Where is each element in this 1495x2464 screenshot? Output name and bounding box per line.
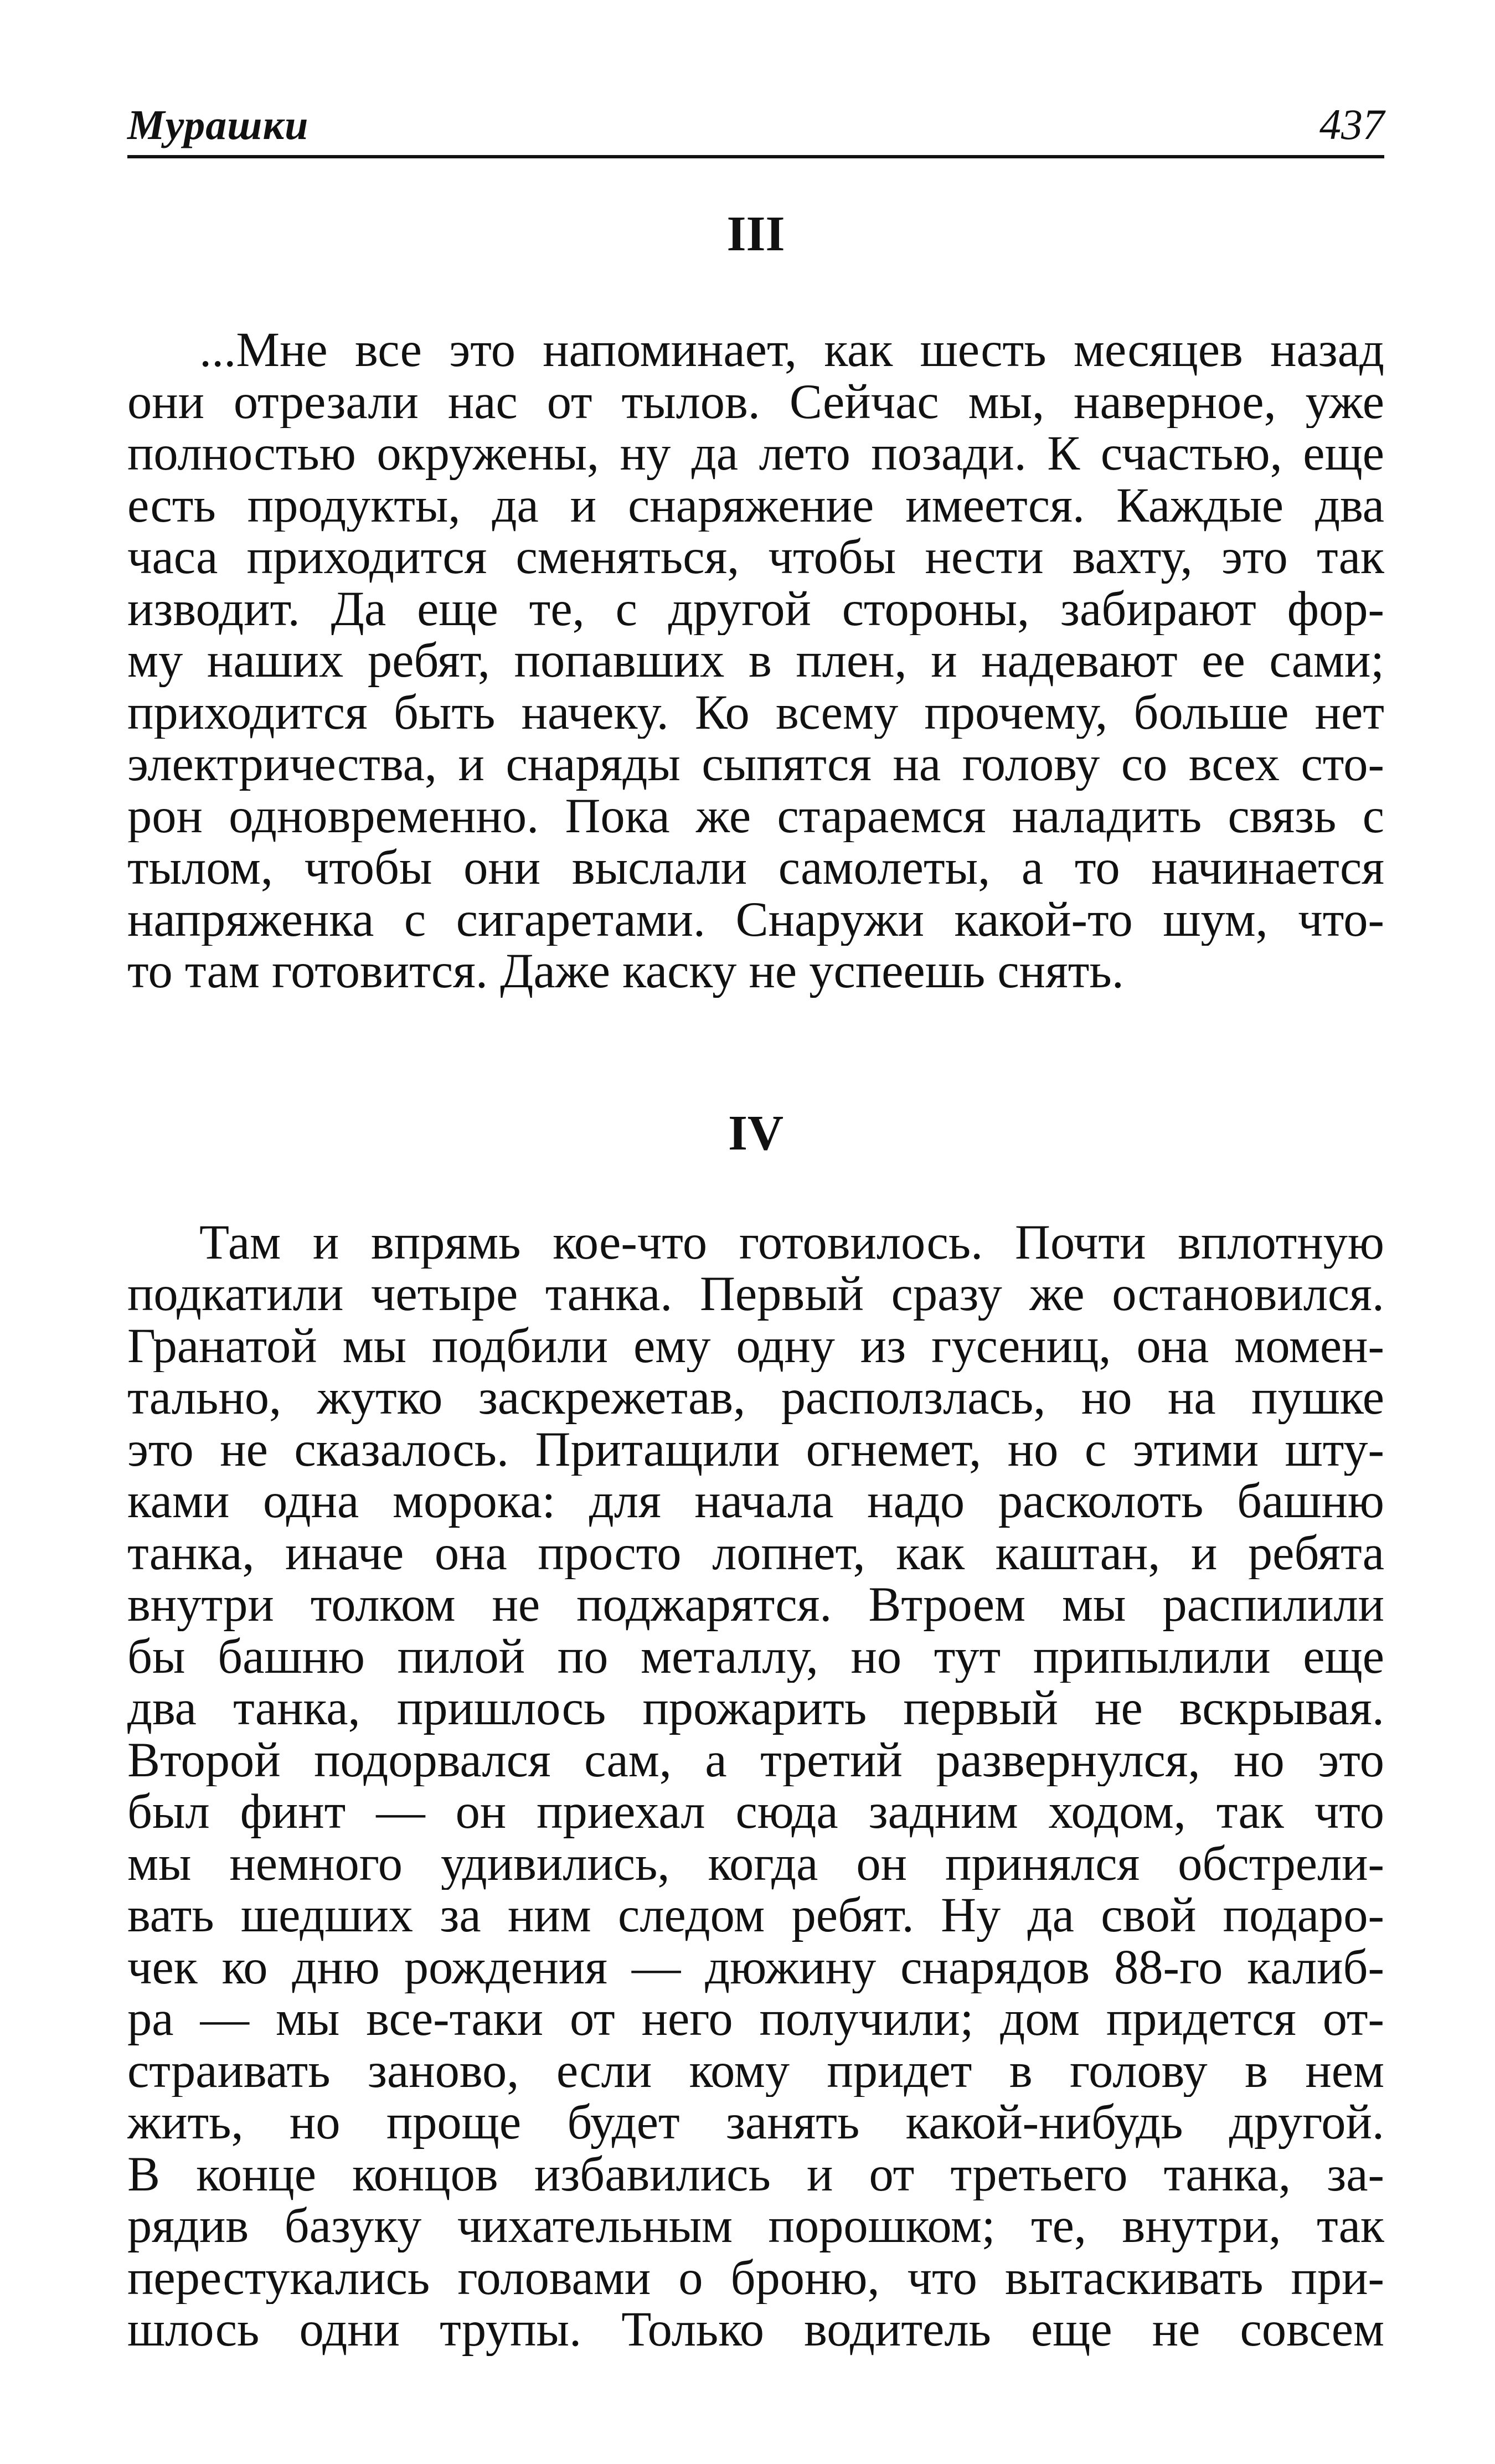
text-line: внутри толком не поджарятся. Втроем мы распилили	[127, 1579, 1384, 1631]
text-line: рядив базуку чихательным порошком; те, внутри, так	[127, 2200, 1384, 2252]
text-line: мы немного удивились, когда он принялся обстрели-	[127, 1838, 1384, 1890]
text-line: часа приходится сменяться, чтобы нести вахту, это так	[127, 532, 1384, 584]
text-line: танка, иначе она просто лопнет, как каштан, и ребята	[127, 1527, 1384, 1579]
section-iv-text	[127, 1217, 1384, 2356]
text-line: му наших ребят, попавших в плен, и надевают ее сами;	[127, 635, 1384, 687]
text-line: рон одновременно. Пока же стараемся наладить связь с	[127, 790, 1384, 842]
text-line: Второй подорвался сам, а третий развернулся, но это	[127, 1734, 1384, 1786]
text-line: полностью окружены, ну да лето позади. К счастью, еще	[127, 428, 1384, 480]
text-line: подкатили четыре танка. Первый сразу же остановился.	[127, 1269, 1384, 1321]
text-line: два танка, пришлось прожарить первый не вскрывая.	[127, 1683, 1384, 1735]
text-line: Там и впрямь кое-что готовилось. Почти вплотную	[199, 1216, 1384, 1269]
text-line: В конце концов избавились и от третьего танка, за-	[127, 2148, 1384, 2200]
text-line: вать шедших за ним следом ребят. Ну да свой подаро-	[127, 1890, 1384, 1942]
running-title: Мурашки	[127, 102, 309, 148]
text-line: есть продукты, да и снаряжение имеется. Каждые два	[127, 480, 1384, 532]
text-line: перестукались головами о броню, что вытаскивать при-	[127, 2252, 1384, 2304]
text-line: приходится быть начеку. Ко всему прочему, больше нет	[127, 687, 1384, 739]
text-line: изводит. Да еще те, с другой стороны, забирают фор-	[127, 583, 1384, 635]
text-line: это не сказалось. Притащили огнемет, но с этими шту-	[127, 1424, 1384, 1476]
text-line: тально, жутко заскрежетав, расползлась, но на пушке	[127, 1372, 1384, 1424]
text-line: ками одна морока: для начала надо расколоть башню	[127, 1476, 1384, 1528]
text-line: тылом, чтобы они выслали самолеты, а то начинается	[127, 842, 1384, 894]
text-line: бы башню пилой по металлу, но тут припылили еще	[127, 1631, 1384, 1683]
text-line: Гранатой мы подбили ему одну из гусениц, она момен-	[127, 1320, 1384, 1372]
text-line: ра — мы все-таки от него получили; дом придется от-	[127, 1993, 1384, 2045]
text-line: они отрезали нас от тылов. Сейчас мы, наверное, уже	[127, 376, 1384, 428]
text-line: напряженка с сигаретами. Снаружи какой-то шум, что-	[127, 894, 1384, 946]
text-line: шлось одни трупы. Только водитель еще не совсем	[127, 2304, 1384, 2356]
text-line: страивать заново, если кому придет в голову в нем	[127, 2045, 1384, 2097]
text-line: электричества, и снаряды сыпятся на голову со всех сто-	[127, 739, 1384, 791]
section-heading-iv: IV	[728, 1105, 784, 1161]
book-page	[127, 94, 1384, 2420]
running-head	[127, 94, 1384, 158]
section-iii-text	[127, 324, 1384, 998]
text-line: жить, но проще будет занять какой-нибудь другой.	[127, 2097, 1384, 2149]
section-heading-iii: III	[726, 207, 785, 261]
text-line: чек ко дню рождения — дюжину снарядов 88-го калиб-	[127, 1941, 1384, 1993]
page-number: 437	[1319, 100, 1384, 148]
text-line: был финт — он приехал сюда задним ходом, так что	[127, 1786, 1384, 1838]
text-line: ...Мне все это напоминает, как шесть месяцев назад	[199, 324, 1384, 377]
text-line: то там готовится. Даже каску не успеешь снять.	[127, 946, 1124, 998]
